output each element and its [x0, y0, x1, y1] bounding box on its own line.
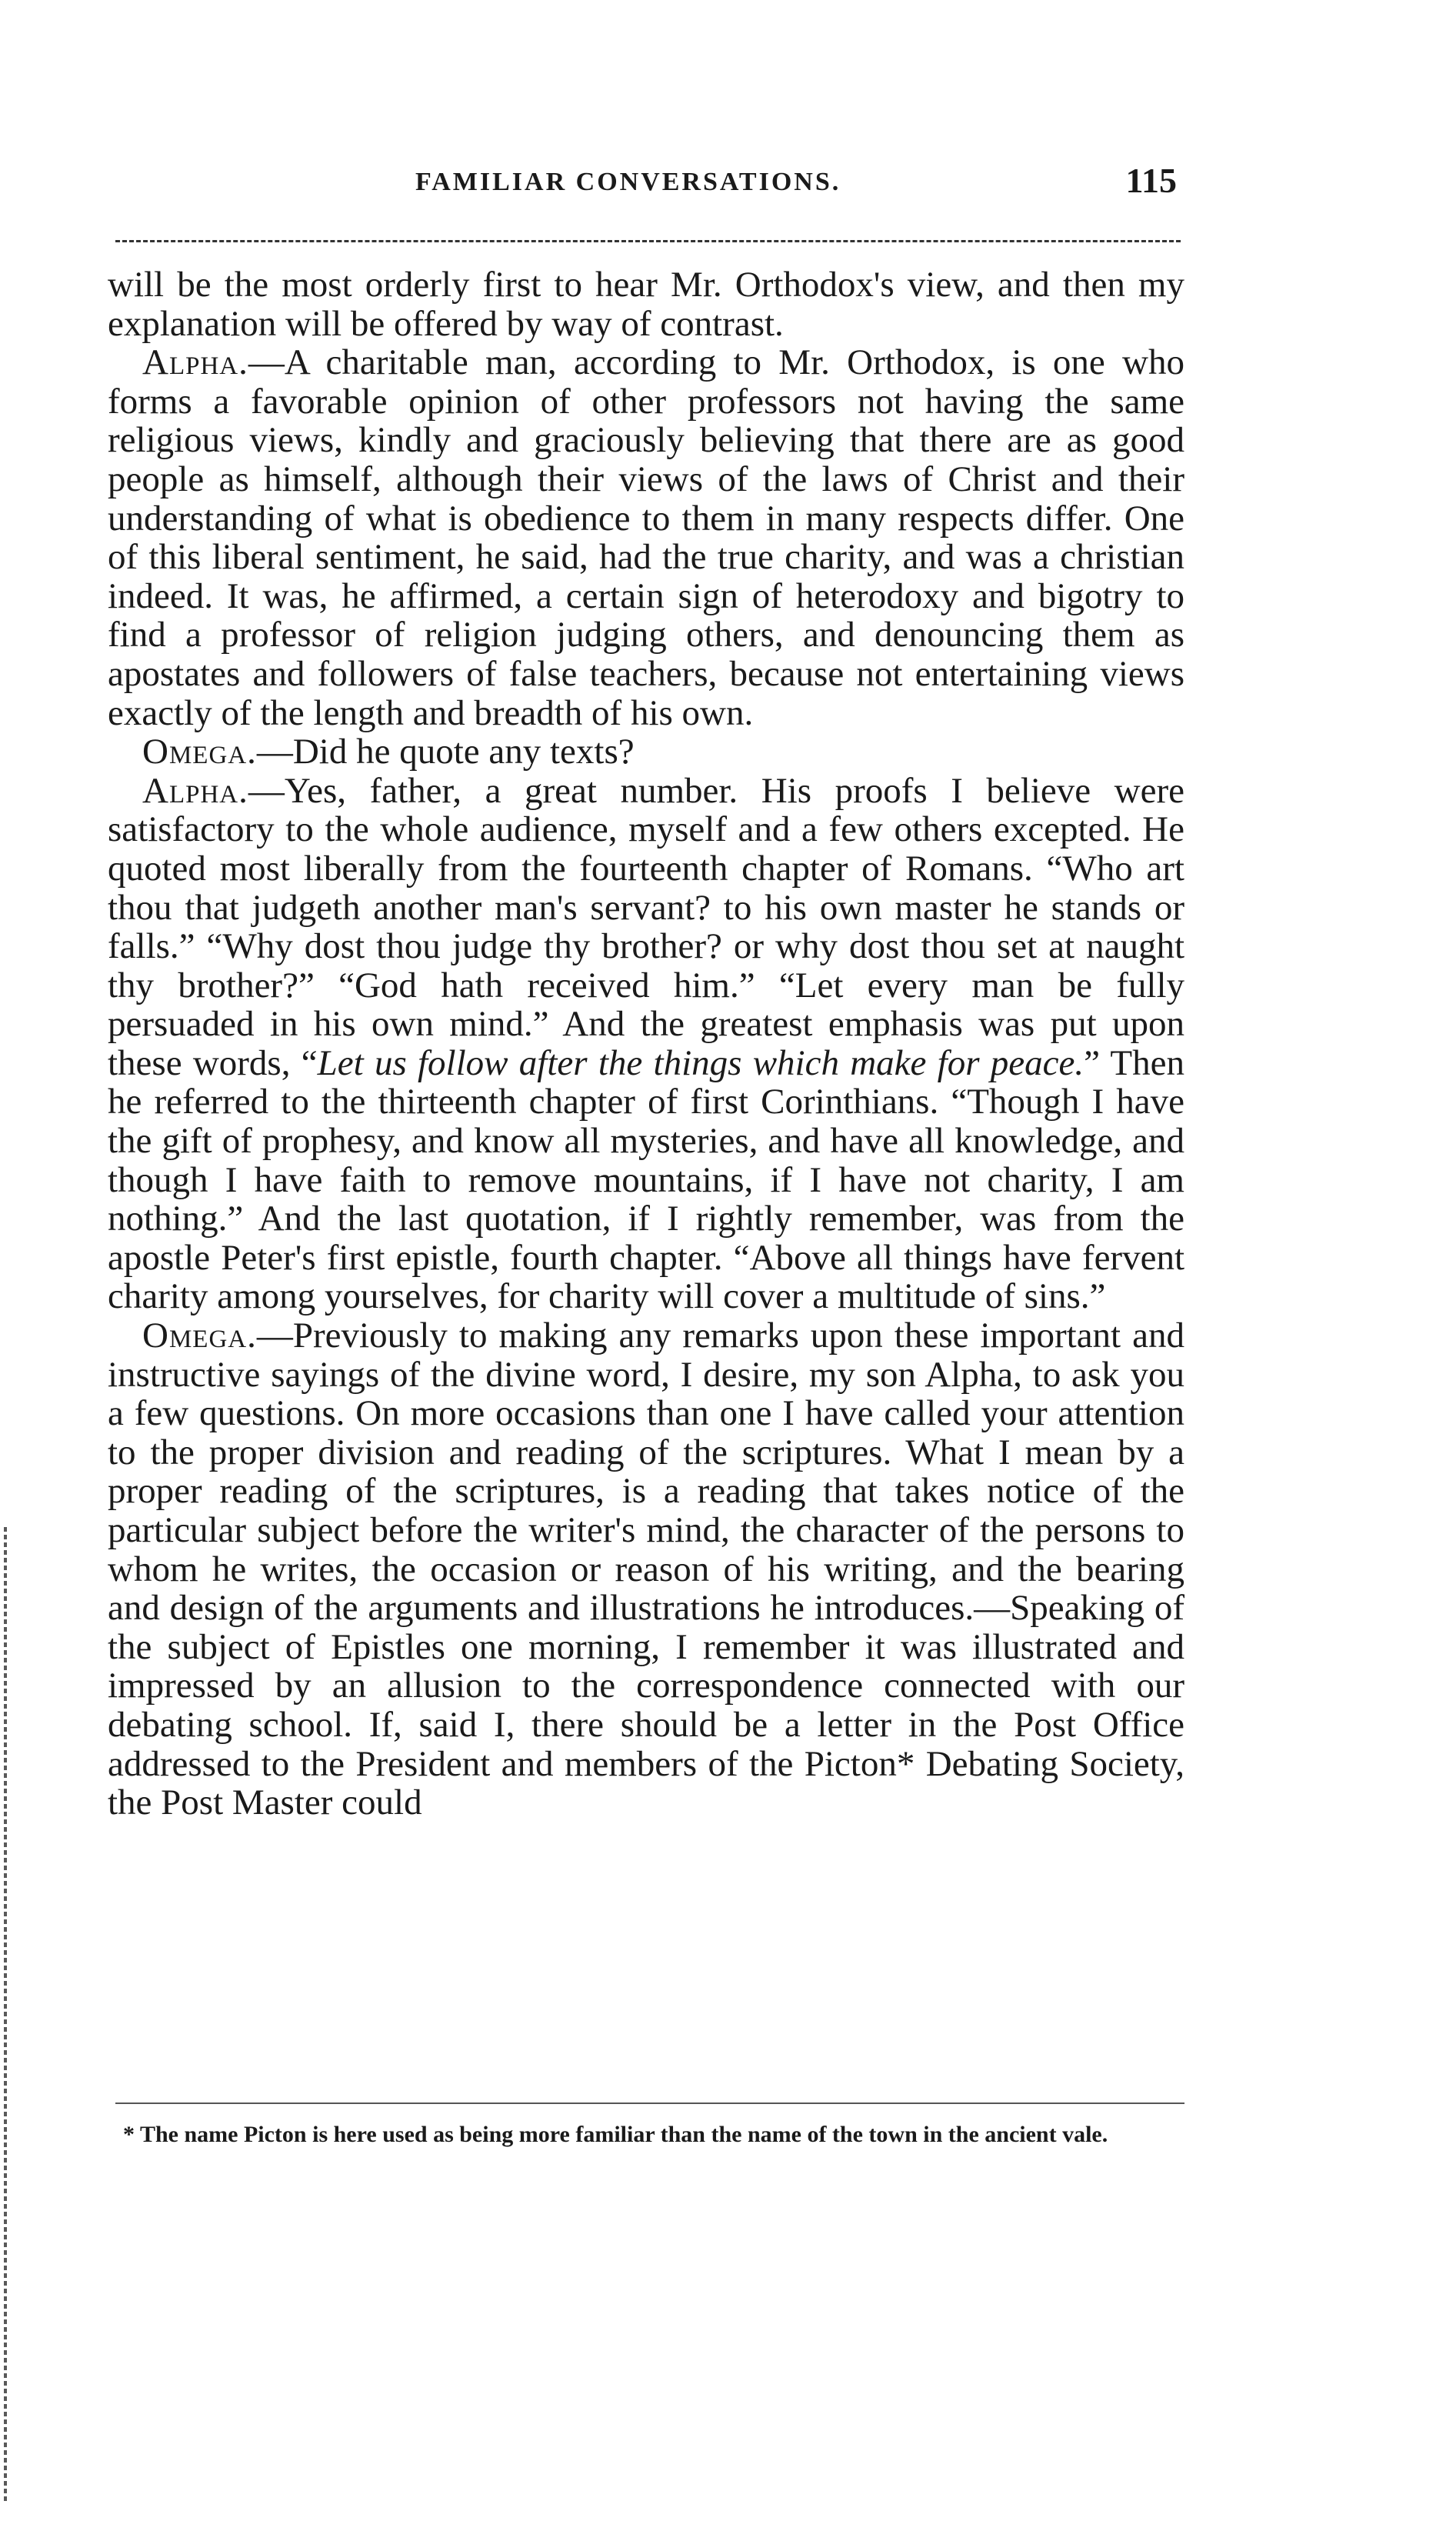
paragraph-text: —Previously to making any remarks upon these important and instructive sayings of the divine word, I desire, my son Alpha, to ask you a few questions. On more occasions than one I have called your attention to the proper division and reading of the scriptures. What I mean by a proper reading of the scriptures, is a reading that takes notice of the particular subject before the writer's mind, the character of the persons to whom he writes, the occasion or reason of his writing, and the bearing and design of the arguments and illustrations he introduces.—Speaking of the subject of Epistles one morning, I remember it was illustrated and impressed by an allusion to the correspondence connected with our debating school. If, said I, there should be a letter in the Post Office addressed to the President and members of the Picton* Debating Society, the Post Master could	[108, 1316, 1184, 1823]
italic-quotation: Let us follow after the things which make for peace.	[317, 1042, 1085, 1083]
paragraph-text: —Yes, father, a great number. His proofs I believe were satisfactory to the whole audience, myself and a few others excepted. He quoted most liberally from the fourteenth chapter of Romans. “Who art thou that judgeth another man's servant? to his own master he stands or falls.” “Why dost thou judge thy brother? or why dost thou set at naught thy brother?” “God hath received him.” “Let every man be fully persuaded in his own mind.” And the greatest emphasis was put upon these words, “	[108, 770, 1184, 1083]
speaker-omega: Omega.	[142, 1316, 257, 1356]
paragraph-text: will be the most orderly first to hear Mr. Orthodox's view, and then my explanation will be offered by way of contrast.	[108, 265, 1184, 344]
running-head	[115, 154, 1177, 208]
paragraph-omega-1	[108, 732, 1184, 772]
binding-edge	[4, 1527, 7, 2504]
paragraph-continuation	[108, 265, 1184, 343]
paragraph-text: —A charitable man, according to Mr. Orthodox, is one who forms a favorable opinion of other professors not having the same religious views, kindly and graciously believing that there are as good people as himself, although their views of the laws of Christ and their understanding of what is obedience to them in many respects differ. One of this liberal sentiment, he said, had the true charity, and was a christian indeed. It was, he affirmed, a certain sign of heterodoxy and bigotry to find a professor of religion judging others, and denouncing them as apostates and followers of false teachers, because not entertaining views exactly of the length and breadth of his own.	[108, 342, 1184, 733]
running-title: FAMILIAR CONVERSATIONS.	[415, 168, 841, 196]
paragraph-omega-2	[108, 1316, 1184, 1822]
speaker-omega: Omega.	[142, 732, 257, 772]
body-text	[108, 265, 1184, 1822]
paragraph-alpha-2	[108, 772, 1184, 1316]
footnote: * The name Picton is here used as being more familiar than the name of the town in the ancient vale.	[123, 2122, 1108, 2147]
speaker-alpha: Alpha.	[142, 342, 248, 383]
speaker-alpha: Alpha.	[142, 770, 248, 811]
paragraph-alpha-1	[108, 343, 1184, 732]
page-number: 115	[1125, 161, 1177, 200]
paragraph-text: —Did he quote any texts?	[256, 732, 635, 772]
footnote-divider	[115, 2102, 1184, 2104]
header-divider	[115, 240, 1181, 242]
paragraph-text: ” Then he referred to the thirteenth chapter of first Corinthians. “Though I have the gift of prophesy, and know all mysteries, and have all knowledge, and though I have faith to remove mountains, if I have not charity, I am nothing.” And the last quotation, if I rightly remember, was from the apostle Peter's first epistle, fourth chapter. “Above all things have fervent charity among yourselves, for charity will cover a multitude of sins.”	[108, 1042, 1184, 1317]
